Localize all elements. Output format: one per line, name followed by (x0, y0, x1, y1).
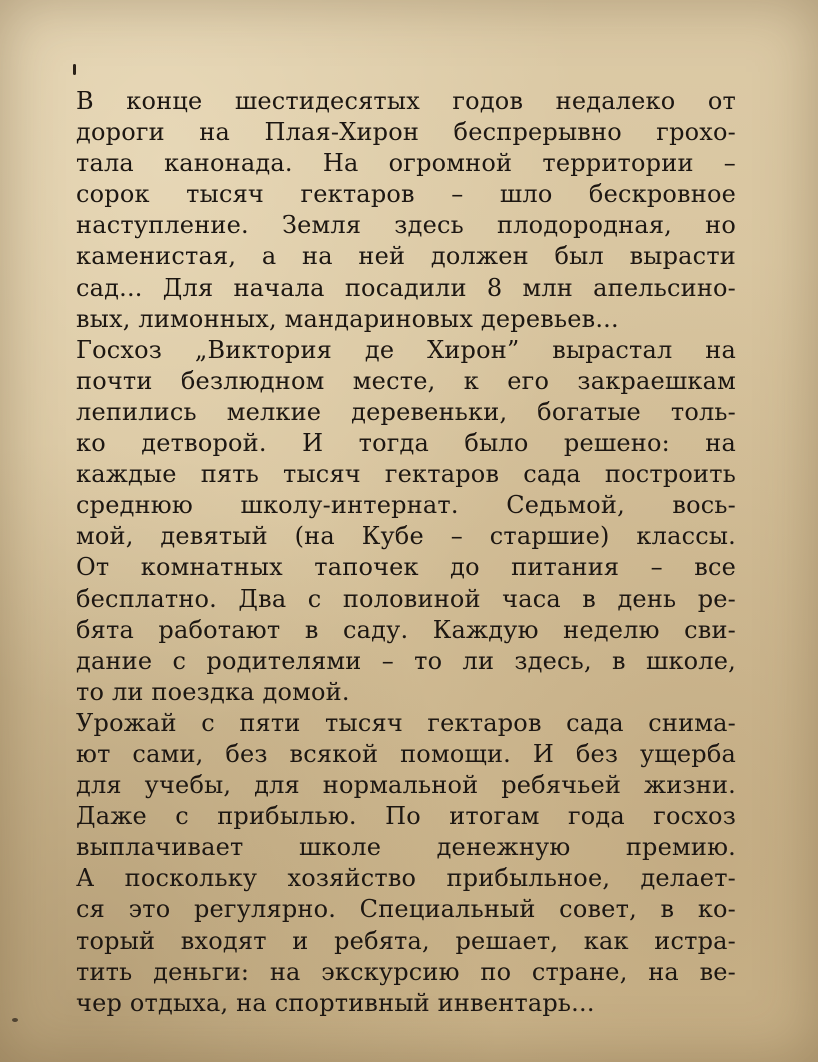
text-line: ко детворой. И тогда было решено: на (76, 429, 736, 458)
text-line: бята работают в саду. Каждую неделю сви- (76, 615, 736, 644)
text-line: Госхоз „Виктория де Хирон” вырастал на (76, 335, 736, 364)
text-line: почти безлюдном месте, к его закраешкам (76, 366, 736, 395)
text-line: каменистая, а на ней должен был вырасти (76, 242, 736, 271)
text-line: Даже с прибылью. По итогам года госхоз (76, 802, 736, 831)
text-line: ют сами, без всякой помощи. И без ущерба (76, 739, 736, 768)
text-line: В конце шестидесятых годов недалеко от (76, 87, 736, 115)
text-line: Урожай с пяти тысяч гектаров сада снима- (76, 708, 736, 737)
text-line: то ли поездка домой. (76, 677, 350, 706)
text-line: каждые пять тысяч гектаров сада построить (76, 460, 736, 489)
text-line: лепились мелкие деревеньки, богатые толь- (76, 397, 736, 426)
text-line: торый входят и ребята, решает, как истра- (76, 926, 736, 955)
ink-speck (12, 1018, 18, 1022)
text-line: сад... Для начала посадили 8 млн апельсино- (76, 273, 736, 302)
text-line: среднюю школу-интернат. Седьмой, вось- (76, 491, 736, 520)
text-line: От комнатных тапочек до питания – все (76, 553, 736, 582)
text-line: чер отдыха, на спортивный инвентарь... (76, 988, 595, 1017)
text-line: тала канонада. На огромной территории – (76, 149, 736, 178)
text-line: тить деньги: на экскурсию по стране, на ве- (76, 957, 736, 986)
ink-speck (73, 64, 76, 75)
text-line: дороги на Плая-Хирон беспрерывно грохо- (76, 118, 736, 147)
text-line: наступление. Земля здесь плодородная, но (76, 211, 736, 240)
text-line: бесплатно. Два с половиной часа в день ре- (76, 584, 736, 613)
text-line: вых, лимонных, мандариновых деревьев... (76, 304, 619, 333)
text-line: сорок тысяч гектаров – шло бескровное (76, 180, 736, 209)
text-line: мой, девятый (на Кубе – старшие) классы. (76, 522, 736, 551)
text-line: А поскольку хозяйство прибыльное, делает- (76, 864, 736, 893)
text-line: для учебы, для нормальной ребячьей жизни. (76, 771, 736, 800)
text-line: дание с родителями – то ли здесь, в школе, (76, 646, 736, 675)
text-line: ся это регулярно. Специальный совет, в ко- (76, 895, 736, 924)
text-line: выплачивает школе денежную премию. (76, 833, 736, 862)
body-text (76, 86, 736, 1019)
